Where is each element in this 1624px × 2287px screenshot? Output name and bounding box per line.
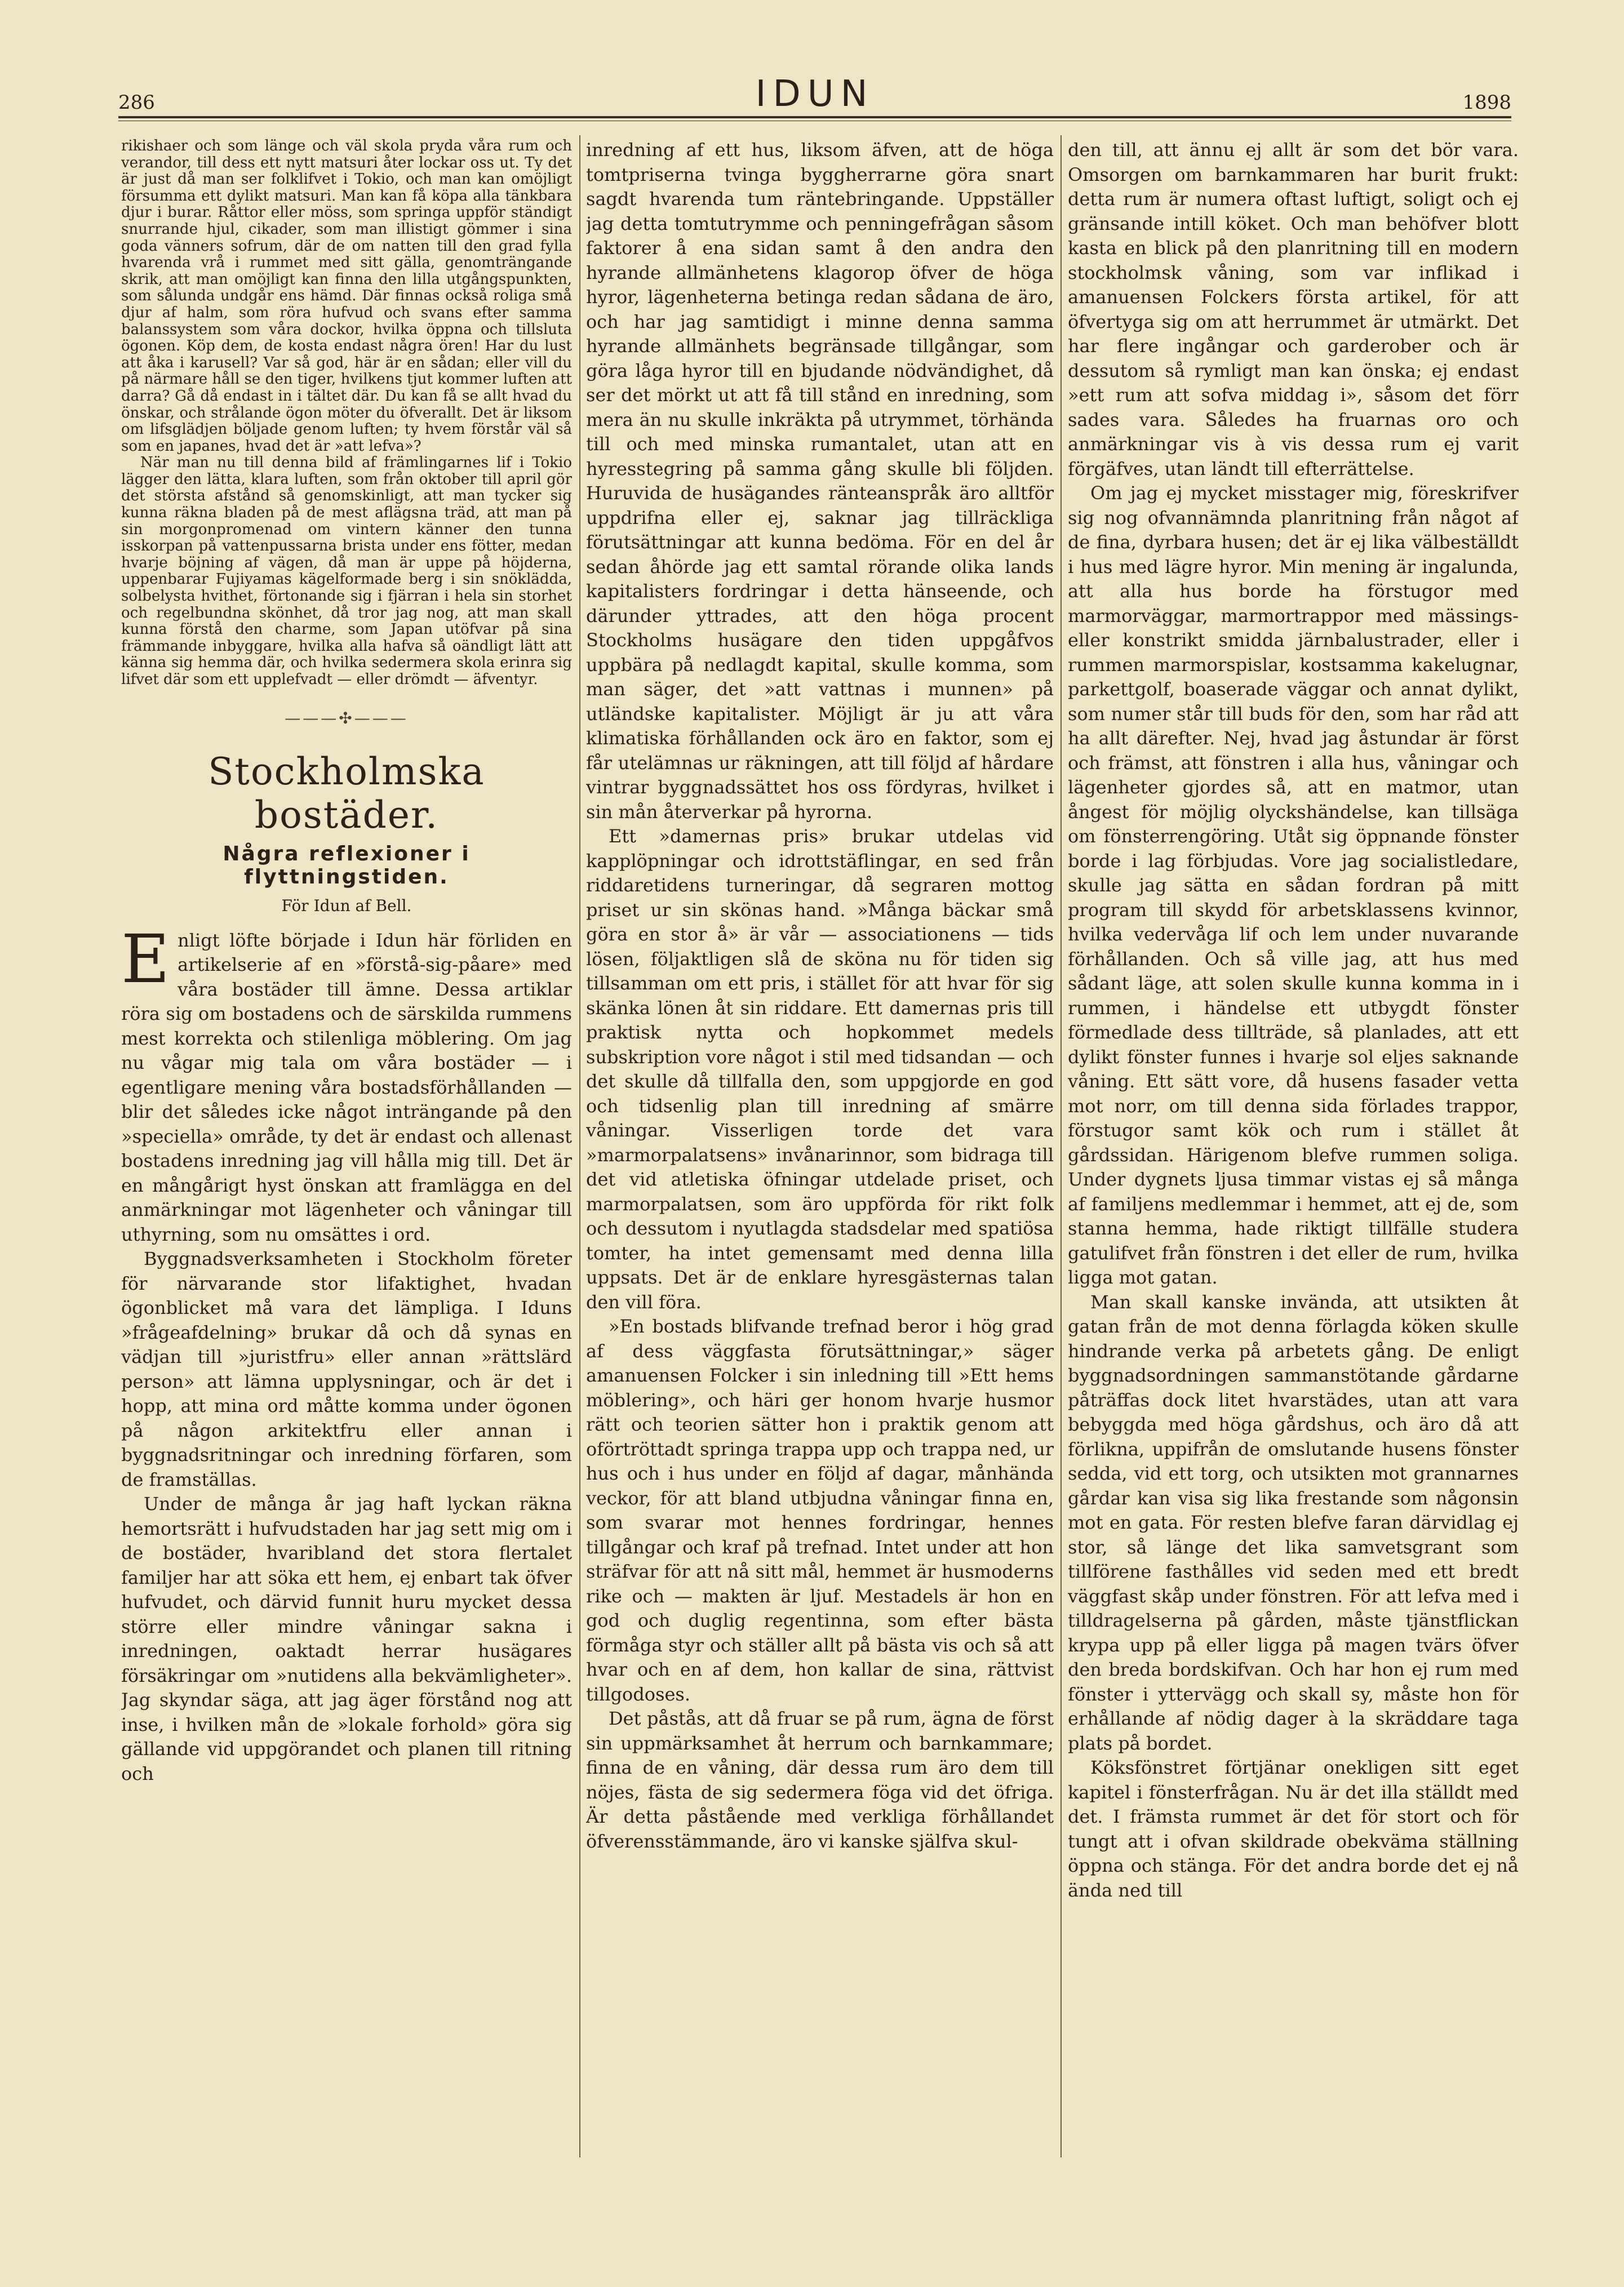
page-number: 286 bbox=[118, 91, 155, 114]
article-paragraph: Om jag ej mycket misstager mig, föreskrifver sig nog ofvannämnda planritning från något af de fina, dyrbara husen; det är ej lika välbeställdt i hus med lägre hyror. Min mening är ingalunda, att alla hus borde ha förstugor med marmorväggar, marmortrappor med mässings- eller konstrikt smidda järnbalustrader, eller i rummen marmorspislar, kostsamma kakelugnar, parkettgolf, boaserade väggar och annat dylikt, som numer står till buds för den, som har råd att ha allt därefter. Nej, hvad jag åstundar är först och främst, att fönstren i alla hus, våningar och lägenheter gjordes så, att en matmor, utan ångest för möjlig olyckshändelse, kan tillsäga om fönsterrengöring. Utåt sig öppnande fönster borde i lag förbjudas. Vore jag socialistledare, skulle jag sätta en sådan fordran på mitt program till skydd för arbetsklassens kvinnor, hvilka vedervåga lif och lem under nuvarande förhållanden. Och så ville jag, att hus med sådant läge, att solen skulle kunna komma in i rummen, i händelse ett utbygdt fönster förmedlade dess tillträde, så planlades, att ett dylikt fönster funnes i hvarje sol eljes saknande våning. Ett sätt vore, då husens fasader vetta mot norr, om till denna sida förlades trappor, förstugor samt kök och rum i stället åt gårdssidan. Härigenom blefve rummen soliga. Under dygnets ljusa timmar vistas ej så många af familjens medlemmar i hemmet, att ej de, som stanna hemma, hade riktigt tillfälle studera gatulifvet från fönstren i det eller de rum, hvilka ligga mot gatan. bbox=[1068, 482, 1519, 1288]
paragraph: När man nu till denna bild af främlingarnes lif i Tokio lägger den lätta, klara luften, som från oktober till april gör det största afstånd så genomskinligt, att man tycker sig kunna räkna bladen på de mest aflägsna träd, att man på sin morgonpromenad om vintern känner den tunna isskorpan på vattenpussarna brista under ens fötter, medan hvarje böjning af vägen, då man är uppe på höjderna, uppenbarar Fujiyamas kägelformade berg i sin snöklädda, solbelysta hvithet, förtonande sig i fjärran i hela sin storhet och regelbundna skönhet, då tror jag nog, att man skall kunna förstå den charme, som Japan utöfvar på sina främmande inbyggare, hvilka alla hafva så oändligt lätt att känna sig hemma där, och hvilka sedermera skola erinra sig lifvet där som ett upplefvadt — eller drömdt — äfventyr. bbox=[121, 454, 572, 688]
page-header bbox=[118, 56, 1511, 118]
byline: För Idun af Bell. bbox=[281, 896, 412, 915]
article-paragraph: Man skall kanske invända, att utsikten åt gatan från de mot denna förlagda köken skulle hindrande verka på arbetets gång. De enligt byggnadsordningen sammanstötande gårdarne påträffas dock litet hvarstädes, utan att vara bebyggda med höga gårdshus, och äro då att förlikna, uppifrån de omslutande husens fönster sedda, vid ett torg, och utsikten mot grannarnes gårdar kan visa sig lika frestande som någonsin mot en gata. För resten blefve faran därvidlag ej stor, så länge det lika samvetsgrant som tillförene fasthålles vid seden med ett bredt väggfast skåp under fönstren. För att lefva med i tilldragelserna på gården, måste tjänstflickan krypa upp på eller ligga på magen tvärs öfver den breda bordskifvan. Och har hon ej rum med fönster i yttervägg och skall sy, måste hon för erhållande af nödig dager à la skräddare taga plats på bordet. bbox=[1068, 1291, 1519, 1754]
article-paragraph-text: nligt löfte började i Idun här förliden en artikelserie af en »förstå-sig-påare» med våra bostäder till ämne. Dessa artiklar röra sig om bostadens och de särskilda rummens mest korrekta och stilenliga möblering. Om jag nu vågar mig tala om våra bostäder — i egentligare mening våra bostadsförhållanden — blir det således icke något inträngande på den »speciella» område, ty det är endast och allenast bostadens inredning jag vill hålla mig till. Det är en mångårigt hyst önskan att framlägga en del anmärkningar mot lägenheter och våningar till uthyrning, som nu omsättes i ord. bbox=[121, 929, 572, 1245]
article-paragraph: den till, att ännu ej allt är som det bör vara. Omsorgen om barnkammaren har burit frukt: detta rum är numera oftast luftigt, soligt och ej gränsande intill köket. Och man behöfver blott kasta en blick på den planritning till en modern stockholmsk våning, som var inflikad i amanuensen Folckers första artikel, för att öfvertyga sig om att herrummet är utmärkt. Det har flere ingångar och garderober och är dessutom så rymligt man kan önska; ej endast »ett rum att sofva middag i», såsom det förr sades vara. Således ha fruarnas oro och anmärkningar vis à vis dessa rum ej varit förgäfves, utan ländt till efterrättelse. bbox=[1068, 139, 1519, 479]
article-paragraph: inredning af ett hus, liksom äfven, att de höga tomtpriserna tvinga byggherrarne göra snart sagdt hvarenda tum räntebringande. Uppställer jag detta tomtutrymme och penningefrågan såsom faktorer å ena sidan samt å den andra den hyrande allmänhetens klagorop öfver de höga hyror, lägenheterna betinga redan sådana de äro, och har jag samtidigt i minne denna samma hyrande allmänhets begränsade tillgångar, som göra låga hyror till en bjudande nödvändighet, då ser det mörkt ut att få till stånd en inredning, som mera än nu skulle inkräkta på utrymmet, törhända till och med minska rumantalet, utan att en hyresstegring på samma gång skulle bli följden. Huruvida de husägandes ränteanspråk äro alltför uppdrifna eller ej, saknar jag tillräckliga förutsättningar att kunna bedöma. För en del år sedan åhörde jag ett samtal rörande olika lands kapitalisters fordringar i detta hänseende, och därunder yttrades, att den höga procent Stockholms husägare den tiden uppgåfvos uppbära på nedlagdt kapital, skulle komma, som man säger, det »att vattnas i munnen» på utländske kapitalister. Möjligt är ju att våra klimatiska förhållanden ock äro en faktor, som ej får utelämnas ur räkningen, att till följd af hårdare vintrar byggnadssättet hos oss fördyras, hvilket i sin mån återverkar på hyrorna. bbox=[586, 139, 1054, 823]
masthead: IDUN bbox=[755, 73, 875, 115]
article-paragraph: Det påstås, att då fruar se på rum, ägna de först sin uppmärksamhet åt herrum och barnkammare; finna de en våning, där dessa rum äro dem till nöjes, fästa de sig sedermera föga vid det öfriga. Är detta påstående med verkliga förhållandet öfverensstämmande, äro vi kanske själfva skul- bbox=[586, 1708, 1054, 1852]
year: 1898 bbox=[1462, 91, 1511, 114]
article-title: Stockholmska bostäder. bbox=[208, 749, 485, 837]
article-paragraph: Under de många år jag haft lyckan räkna hemortsrätt i hufvudstaden har jag sett mig om i de bostäder, hvaribland det stora flertalet familjer har att söka ett hem, ej enbart tak öfver hufvudet, och därvid funnit huru mycket dessa större eller mindre våningar sakna i inredningen, oaktadt herrar husägares försäkringar om »nutidens alla bekvämligheter». Jag skyndar säga, att jag äger förstånd nog att inse, i hvilken mån de »lokale forhold» göra sig gällande vid uppgörandet och planen till ritning och bbox=[121, 1493, 572, 1784]
header-rule bbox=[118, 116, 1511, 118]
paragraph: rikishaer och som länge och väl skola pryda våra rum och verandor, till dess ett nytt matsuri åter lockar oss ut. Ty det är just då man ser folklifvet i Tokio, och man kan omöjligt försumma ett dylikt matsuri. Man kan få köpa alla tänkbara djur i burar. Råttor eller möss, som springa uppför ständigt snurrande hjul, cikader, som man illistigt gömmer i sina goda vänners sofrum, där de om natten till den grad fylla hvarenda vrå i rummet med sitt gälla, genomträngande skrik, att man omöjligt kan finna den lilla utgångspunkten, som sålunda undgår ens hämd. Där finnas också roliga små djur af halm, som röra hufvud och svans efter samma balanssystem som våra dockor, hvilka öppna och tillsluta ögonen. Köp dem, de kosta endast några ören! Har du lust att åka i karusell? Var så god, här är en sådan; eller vill du på närmare håll se den tiger, hvilkens tjut kommer luften att darra? Gå då endast in i tältet där. Du kan få se allt hvad du önskar, och strålande ögon möter du öfverallt. Det är liksom om lifsglädjen böljade genom luften; ty hvem förstår väl så som en japanes, hvad det är »att lefva»? bbox=[121, 138, 572, 455]
article-paragraph: Byggnadsverksamheten i Stockholm företer för närvarande stor lifaktighet, hvadan ögonblicket må vara det lämpliga. I Iduns »frågeafdelning» brukar då och då synas en vädjan till »juristfru» eller annan »rättslärd person» att lämna upplysningar, och är det i hopp, att mina ord måtte komma under ögonen på någon arkitektfru eller annan i byggnadsritningar och inredning förfaren, som de framställas. bbox=[121, 1248, 572, 1490]
article-paragraph: Ett »damernas pris» brukar utdelas vid kapplöpningar och idrottstäflingar, en sed från riddaretidens turneringar, då segraren mottog priset ur sin skönas hand. »Många bäckar små göra en stor å» är vår — associationens — tids lösen, följaktligen slå de sköna nu för tiden sig tillsamman om ett pris, i stället för att hvar för sig skänka lönen åt sin riddare. Ett damernas pris till praktisk nytta och hopkommet medels subskription vore något i stil med tidsandan — och det skulle då tillfalla den, som uppgjorde en god och tidsenlig plan till inredning af smärre våningar. Visserligen torde det vara »marmorpalatsens» invånarinnor, som bidraga till det vid atletiska öfningar utdelade priset, och marmorpalatsen, som äro uppförda för rikt folk och dessutom i nyutlagda stadsdelar med spatiösa tomter, ha intet gemensamt med denna lilla uppsats. Det är de enklare hyresgästernas talan den vill föra. bbox=[586, 825, 1054, 1313]
article-paragraph: Köksfönstret förtjänar onekligen sitt eget kapitel i fönsterfrågan. Nu är det illa ställdt med det. I främsta rummet är det för stort och för tungt att i ofvan skildrade obekväma ställning öppna och stänga. För det andra borde det ej nå ända ned till bbox=[1068, 1757, 1519, 1901]
dropcap: E bbox=[121, 920, 170, 998]
ornament-divider: ———✣——— bbox=[285, 708, 409, 727]
article-paragraph bbox=[121, 920, 572, 1247]
column-1 bbox=[121, 138, 572, 1786]
article-subtitle: Några reflexioner i flyttningstiden. bbox=[223, 842, 471, 889]
article-paragraph: »En bostads blifvande trefnad beror i hög grad af dess väggfasta förutsättningar,» säger amanuensen Folcker i sin inledning till »Ett hems möblering», och häri ger honom hvarje husmor rätt och teorien sätter hon i praktik genom att oförtröttadt springa trappa upp och trappa ned, ur hus och i hus under en följd af dagar, månhända veckor, för att bland utbjudna våningar finna en, som svarar mot hennes fordringar, hennes tillgångar och kraf på trefnad. Intet under att hon sträfvar för att nå sitt mål, hemmet är husmoderns rike och — makten är ljuf. Mestadels är hon en god och duglig regentinna, som efter bästa förmåga styr och ställer allt på bästa vis och så att hvar och en af dem, hon kallar de sina, rättvist tillgodoses. bbox=[586, 1316, 1054, 1705]
column-2 bbox=[586, 138, 1054, 1854]
column-divider bbox=[579, 135, 580, 2157]
column-3 bbox=[1068, 138, 1519, 1903]
column-divider bbox=[1061, 135, 1062, 2157]
